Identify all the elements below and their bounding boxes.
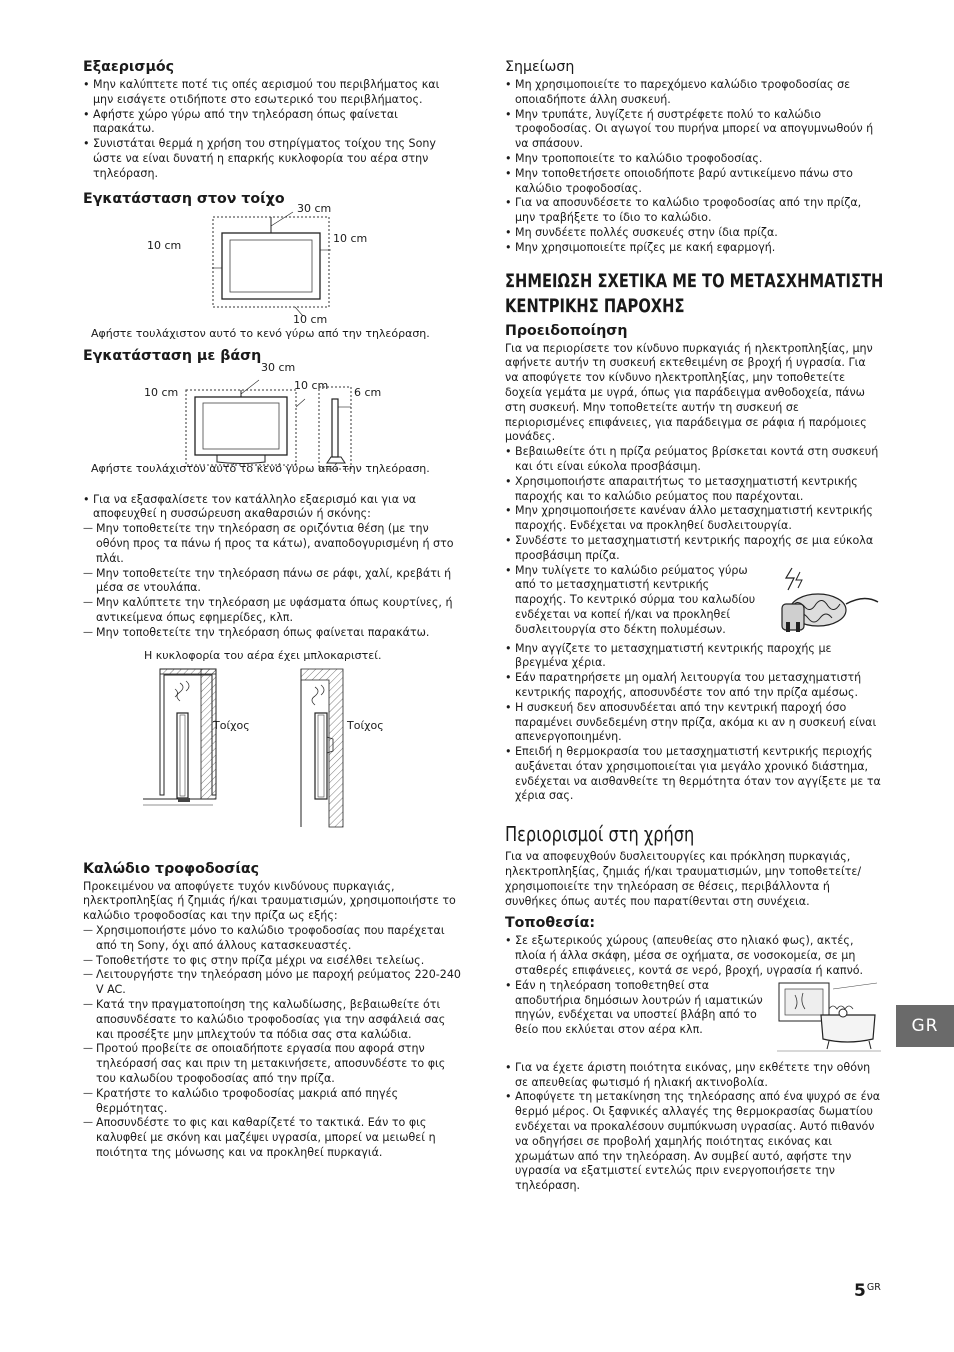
list-item: • Μην τοποθετήσετε οποιοδήποτε βαρύ αντικείμενο πάνω στο καλώδιο τροφοδοσίας. xyxy=(505,167,881,197)
page-number-suffix: GR xyxy=(866,1282,881,1293)
wall-right-gap: 10 cm xyxy=(333,231,368,245)
wrap-warning-text: Μην τυλίγετε το καλώδιο ρεύματος γύρω από το μετασχηματιστή κεντρικής παροχής. Το κεντρικό σύρμα του καλωδίου ενδέχεται να κοπεί ή/και να προκληθεί δυσλειτουργία στο δέκτη πολυμέσων. xyxy=(515,563,756,636)
note-list xyxy=(505,78,881,256)
list-item xyxy=(505,979,881,1061)
blocked-airflow-diagram xyxy=(83,647,461,852)
left-column xyxy=(83,58,461,1161)
warning-text: Για να περιορίσετε τον κίνδυνο πυρκαγιάς ή ηλεκτροπληξίας, μην αφήνετε αυτήν τη συσκευή εκτεθειμένη σε βροχή ή υγρασία. Για να αποφύγετε τον κίνδυνο ηλεκτροπληξίας, μην τοποθετείτε δοχεία γεμάτα με υγρά, όπως για παράδειγμα ανθοδοχεία, πάνω στη συσκευή. Μην τοποθετείτε αυτήν τη συσκευή σε περιορισμένες επιφάνειες, για παράδειγμα σε ράφια ή παρόμοιες μονάδες. xyxy=(505,341,873,444)
list-item: • Για να αποσυνδέσετε το καλώδιο τροφοδοσίας από την πρίζα, μην τραβήξετε το ίδιο το καλώδιο. xyxy=(505,196,881,226)
list-item: • Μην αγγίζετε το μετασχηματιστή κεντρικής παροχής με βρεγμένα χέρια. xyxy=(505,642,881,672)
list-item: • Μην τροποποιείτε το καλώδιο τροφοδοσίας. xyxy=(505,152,881,167)
list-item: • Μην χρησιμοποιήσετε κανέναν άλλο μετασχηματιστή κεντρικής παροχής. Ενδέχεται να προκληθεί δυσλειτουργία. xyxy=(505,504,881,534)
adapter-list xyxy=(505,445,881,804)
list-item: — Προτού προβείτε σε οποιαδήποτε εργασία που αφορά στην τηλεόρασή σας και πριν τη μετακινήσετε, αποσυνδέστε το φις του καλωδίου τροφοδοσίας από την πρίζα. xyxy=(83,1042,461,1086)
list-item: — Μην τοποθετείτε την τηλεόραση πάνω σε ράφι, χαλί, κρεβάτι ή μέσα σε ντουλάπα. xyxy=(83,567,461,597)
bath-warning-text: Εάν η τηλεόραση τοποθετηθεί στα αποδυτήρια δημόσιων λουτρών ή ιαματικών πηγών, ενδέχεται να υποστεί βλάβη από το θείο που εκλύεται στον αέρα κλπ. xyxy=(515,978,763,1037)
usage-intro: Για να αποφευχθούν δυσλειτουργίες και πρόκληση πυρκαγιάς, ηλεκτροπληξίας, ζημιάς ή/και τραυματισμών, μην τοποθετείτε/χρησιμοποιείτε την τηλεόραση σε θέσεις, περιβάλλοντα ή συνθήκες όπως αυτές που παρατίθενται στη συνέχεια. xyxy=(505,850,862,908)
list-item: • Χρησιμοποιήστε απαραιτήτως το μετασχηματιστή κεντρικής παροχής και το καλώδιο ρεύματος που παρέχονται. xyxy=(505,475,881,505)
list-item: • Επειδή η θερμοκρασία του μετασχηματιστή κεντρικής περιοχής αυξάνεται όταν χρησιμοποιείται για μεγάλο χρονικό διάστημα, ενδέχεται να αισθανθείτε τη θερμότητα όταν τον αγγίξετε με τα χέρια σας. xyxy=(505,745,881,804)
usage-restrictions-title: Περιορισμοί στη χρήση xyxy=(505,822,695,847)
note-heading: Σημείωση xyxy=(505,59,575,75)
cord-wrap-illustration xyxy=(766,564,881,642)
page-number xyxy=(854,1281,881,1301)
list-item: — Λειτουργήστε την τηλεόραση μόνο με παροχή ρεύματος 220-240 V AC. xyxy=(83,968,461,998)
warning-heading: Προειδοποίηση xyxy=(505,322,628,339)
stand-right-gap: 10 cm xyxy=(294,378,329,392)
stand-install-heading: Εγκατάσταση με βάση xyxy=(83,347,262,364)
list-item: • Συνδέστε το μετασχηματιστή κεντρικής παροχής σε μια εύκολα προσβάσιμη πρίζα. xyxy=(505,534,881,564)
list-item-text: Για να εξασφαλίσετε τον κατάλληλο εξαερισμό και για να αποφευχθεί η συσσώρευση ακαθαρσιών ή σκόνης: xyxy=(93,492,417,521)
list-item: — Μην τοποθετείτε την τηλεόραση σε οριζόντια θέση (με την οθόνη προς τα πάνω ή προς τα κάτω), αναποδογυρισμένη ή στο πλάι. xyxy=(83,522,461,566)
list-item: — Μην τοποθετείτε την τηλεόραση όπως φαίνεται παρακάτω. xyxy=(83,626,461,641)
list-item: — Κατά την πραγματοποίηση της καλωδίωσης, βεβαιωθείτε ότι αποσυνδέσατε το καλώδιο τροφοδοσίας για την ασφάλειά σας και προσέξτε μην μπλεχτούν τα πόδια σας στα καλώδια. xyxy=(83,998,461,1042)
power-cord-list xyxy=(83,924,461,1161)
page-number-value: 5 xyxy=(854,1281,866,1301)
wall-caption: Αφήστε τουλάχιστον αυτό το κενό γύρω από την τηλεόραση. xyxy=(91,326,430,340)
list-item: • Μην καλύπτετε ποτέ τις οπές αερισμού του περιβλήματος και μην εισάγετε οτιδήποτε στο εσωτερικό του περιβλήματος. xyxy=(83,78,461,108)
location-heading: Τοποθεσία: xyxy=(505,915,596,932)
adapter-section-title xyxy=(505,269,884,319)
list-item: — Χρησιμοποιήστε μόνο το καλώδιο τροφοδοσίας που παρέχεται από τη Sony, όχι από άλλους κατασκευαστές. xyxy=(83,924,461,954)
list-item: • Συνιστάται θερμά η χρήση του στηρίγματος τοίχου της Sony ώστε να είναι δυνατή η επαρκής κυκλοφορία του αέρα στην τηλεόραση. xyxy=(83,137,461,181)
adapter-title-line2: ΚΕΝΤΡΙΚΗΣ ΠΑΡΟΧΗΣ xyxy=(505,294,685,317)
location-list xyxy=(505,934,881,1194)
wall-top-gap: 30 cm xyxy=(297,201,332,215)
wall-label-1: Τοίχος xyxy=(213,718,250,732)
list-item: • Βεβαιωθείτε ότι η πρίζα ρεύματος βρίσκεται κοντά στη συσκευή και ότι είναι εύκολα προσβάσιμη. xyxy=(505,445,881,475)
list-item: — Τοποθετήστε το φις στην πρίζα μέχρι να εισέλθει τελείως. xyxy=(83,954,461,969)
wall-install-heading: Εγκατάσταση στον τοίχο xyxy=(83,190,285,207)
list-item: • Εάν παρατηρήσετε μη ομαλή λειτουργία του μετασχηματιστή κεντρικής παροχής, αποσυνδέστε τον από την πρίζα αμέσως. xyxy=(505,671,881,701)
list-item: • Μη συνδέετε πολλές συσκευές στην ίδια πρίζα. xyxy=(505,226,881,241)
wall-clearance-figure xyxy=(83,201,461,340)
ventilation-advice-list xyxy=(83,493,461,641)
list-item: — Κρατήστε το καλώδιο τροφοδοσίας μακριά από πηγές θερμότητας. xyxy=(83,1087,461,1117)
list-item: • Για να έχετε άριστη ποιότητα εικόνας, μην εκθέτετε την οθόνη σε απευθείας φωτισμό ή ηλιακή ακτινοβολία. xyxy=(505,1061,881,1091)
wall-label-2: Τοίχος xyxy=(347,718,384,732)
list-item: • Αφήστε χώρο γύρω από την τηλεόραση όπως φαίνεται παρακάτω. xyxy=(83,108,461,138)
list-item: • Σε εξωτερικούς χώρους (απευθείας στο ηλιακό φως), ακτές, πλοία ή άλλα σκάφη, μέσα σε οχήματα, σε νοσοκομεία, σε μη σταθερές επιφάνειες, κοντά σε νερό, βροχή, υγρασία ή καπνό. xyxy=(505,934,881,978)
power-cord-intro: Προκειμένου να αποφύγετε τυχόν κινδύνους πυρκαγιάς, ηλεκτροπληξίας ή ζημιάς ή/και τραυματισμών, χρησιμοποιήστε το καλώδιο τροφοδοσίας και την πρίζα ως εξής: xyxy=(83,879,456,923)
vent-list xyxy=(83,78,461,182)
list-item: — Αποσυνδέστε το φις και καθαρίζετέ το τακτικά. Εάν το φις καλυφθεί με σκόνη και μαζέψει υγρασία, μπορεί να μειωθεί η ποιότητα της μόνωσης και να προκληθεί πυρκαγιά. xyxy=(83,1116,461,1160)
stand-caption: Αφήστε τουλάχιστον αυτό το κενό γύρω από την τηλεόραση. xyxy=(91,461,430,475)
stand-top-gap: 30 cm xyxy=(261,360,296,374)
list-item xyxy=(83,493,461,641)
list-item: • Μη χρησιμοποιείτε το παρεχόμενο καλώδιο τροφοδοσίας σε οποιαδήποτε άλλη συσκευή. xyxy=(505,78,881,108)
language-tab: GR xyxy=(896,1005,954,1047)
wall-left-gap: 10 cm xyxy=(147,238,182,252)
stand-left-gap: 10 cm xyxy=(144,385,179,399)
list-item: — Μην καλύπτετε την τηλεόραση με υφάσματα όπως κουρτίνες, ή αντικείμενα όπως εφημερίδες, κλπ. xyxy=(83,596,461,626)
stand-clearance-figure xyxy=(83,360,461,487)
wall-clearance-diagram xyxy=(83,210,461,340)
adapter-title-line1: ΣΗΜΕΙΩΣΗ ΣΧΕΤΙΚΑ ΜΕ ΤΟ ΜΕΤΑΣΧΗΜΑΤΙΣΤΗ xyxy=(505,269,884,292)
sub-list xyxy=(83,522,461,640)
list-item: • Μην τρυπάτε, λυγίζετε ή συστρέφετε πολύ το καλώδιο τροφοδοσίας. Οι αγωγοί του πυρήνα μπορεί να απογυμνωθούν ή να σπάσουν. xyxy=(505,108,881,152)
vent-heading: Εξαερισμός xyxy=(83,59,175,75)
power-cord-heading: Καλώδιο τροφοδοσίας xyxy=(83,860,260,877)
bath-illustration xyxy=(777,979,881,1055)
list-item xyxy=(505,564,881,642)
stand-side-gap: 6 cm xyxy=(354,385,382,399)
list-item: • Η συσκευή δεν αποσυνδέεται από την κεντρική παροχή όσο παραμένει συνδεδεμένη στην πρίζα, ακόμα κι αν η συσκευή είναι απενεργοποιημένη. xyxy=(505,701,881,745)
blocked-airflow-figure xyxy=(83,647,461,852)
list-item: • Αποφύγετε τη μετακίνηση της τηλεόρασης από ένα ψυχρό σε ένα θερμό μέρος. Οι ξαφνικές αλλαγές της θερμοκρασίας δωματίου ενδέχεται να προκαλέσουν συμπύκνωση υγρασίας. Αυτό πιθανόν να οδηγήσει σε προβολή χαμηλής ποιότητας εικόνας και χρωμάτων από την τηλεόραση. Αν συμβεί αυτό, αφήστε την υγρασία να εξατμιστεί εντελώς πριν ενεργοποιήσετε την τηλεόραση. xyxy=(505,1090,881,1194)
airflow-caption: Η κυκλοφορία του αέρα έχει μπλοκαριστεί. xyxy=(144,648,382,662)
right-column xyxy=(505,58,884,1194)
wall-bottom-gap: 10 cm xyxy=(293,312,328,326)
list-item: • Μην χρησιμοποιείτε πρίζες με κακή εφαρμογή. xyxy=(505,241,881,256)
